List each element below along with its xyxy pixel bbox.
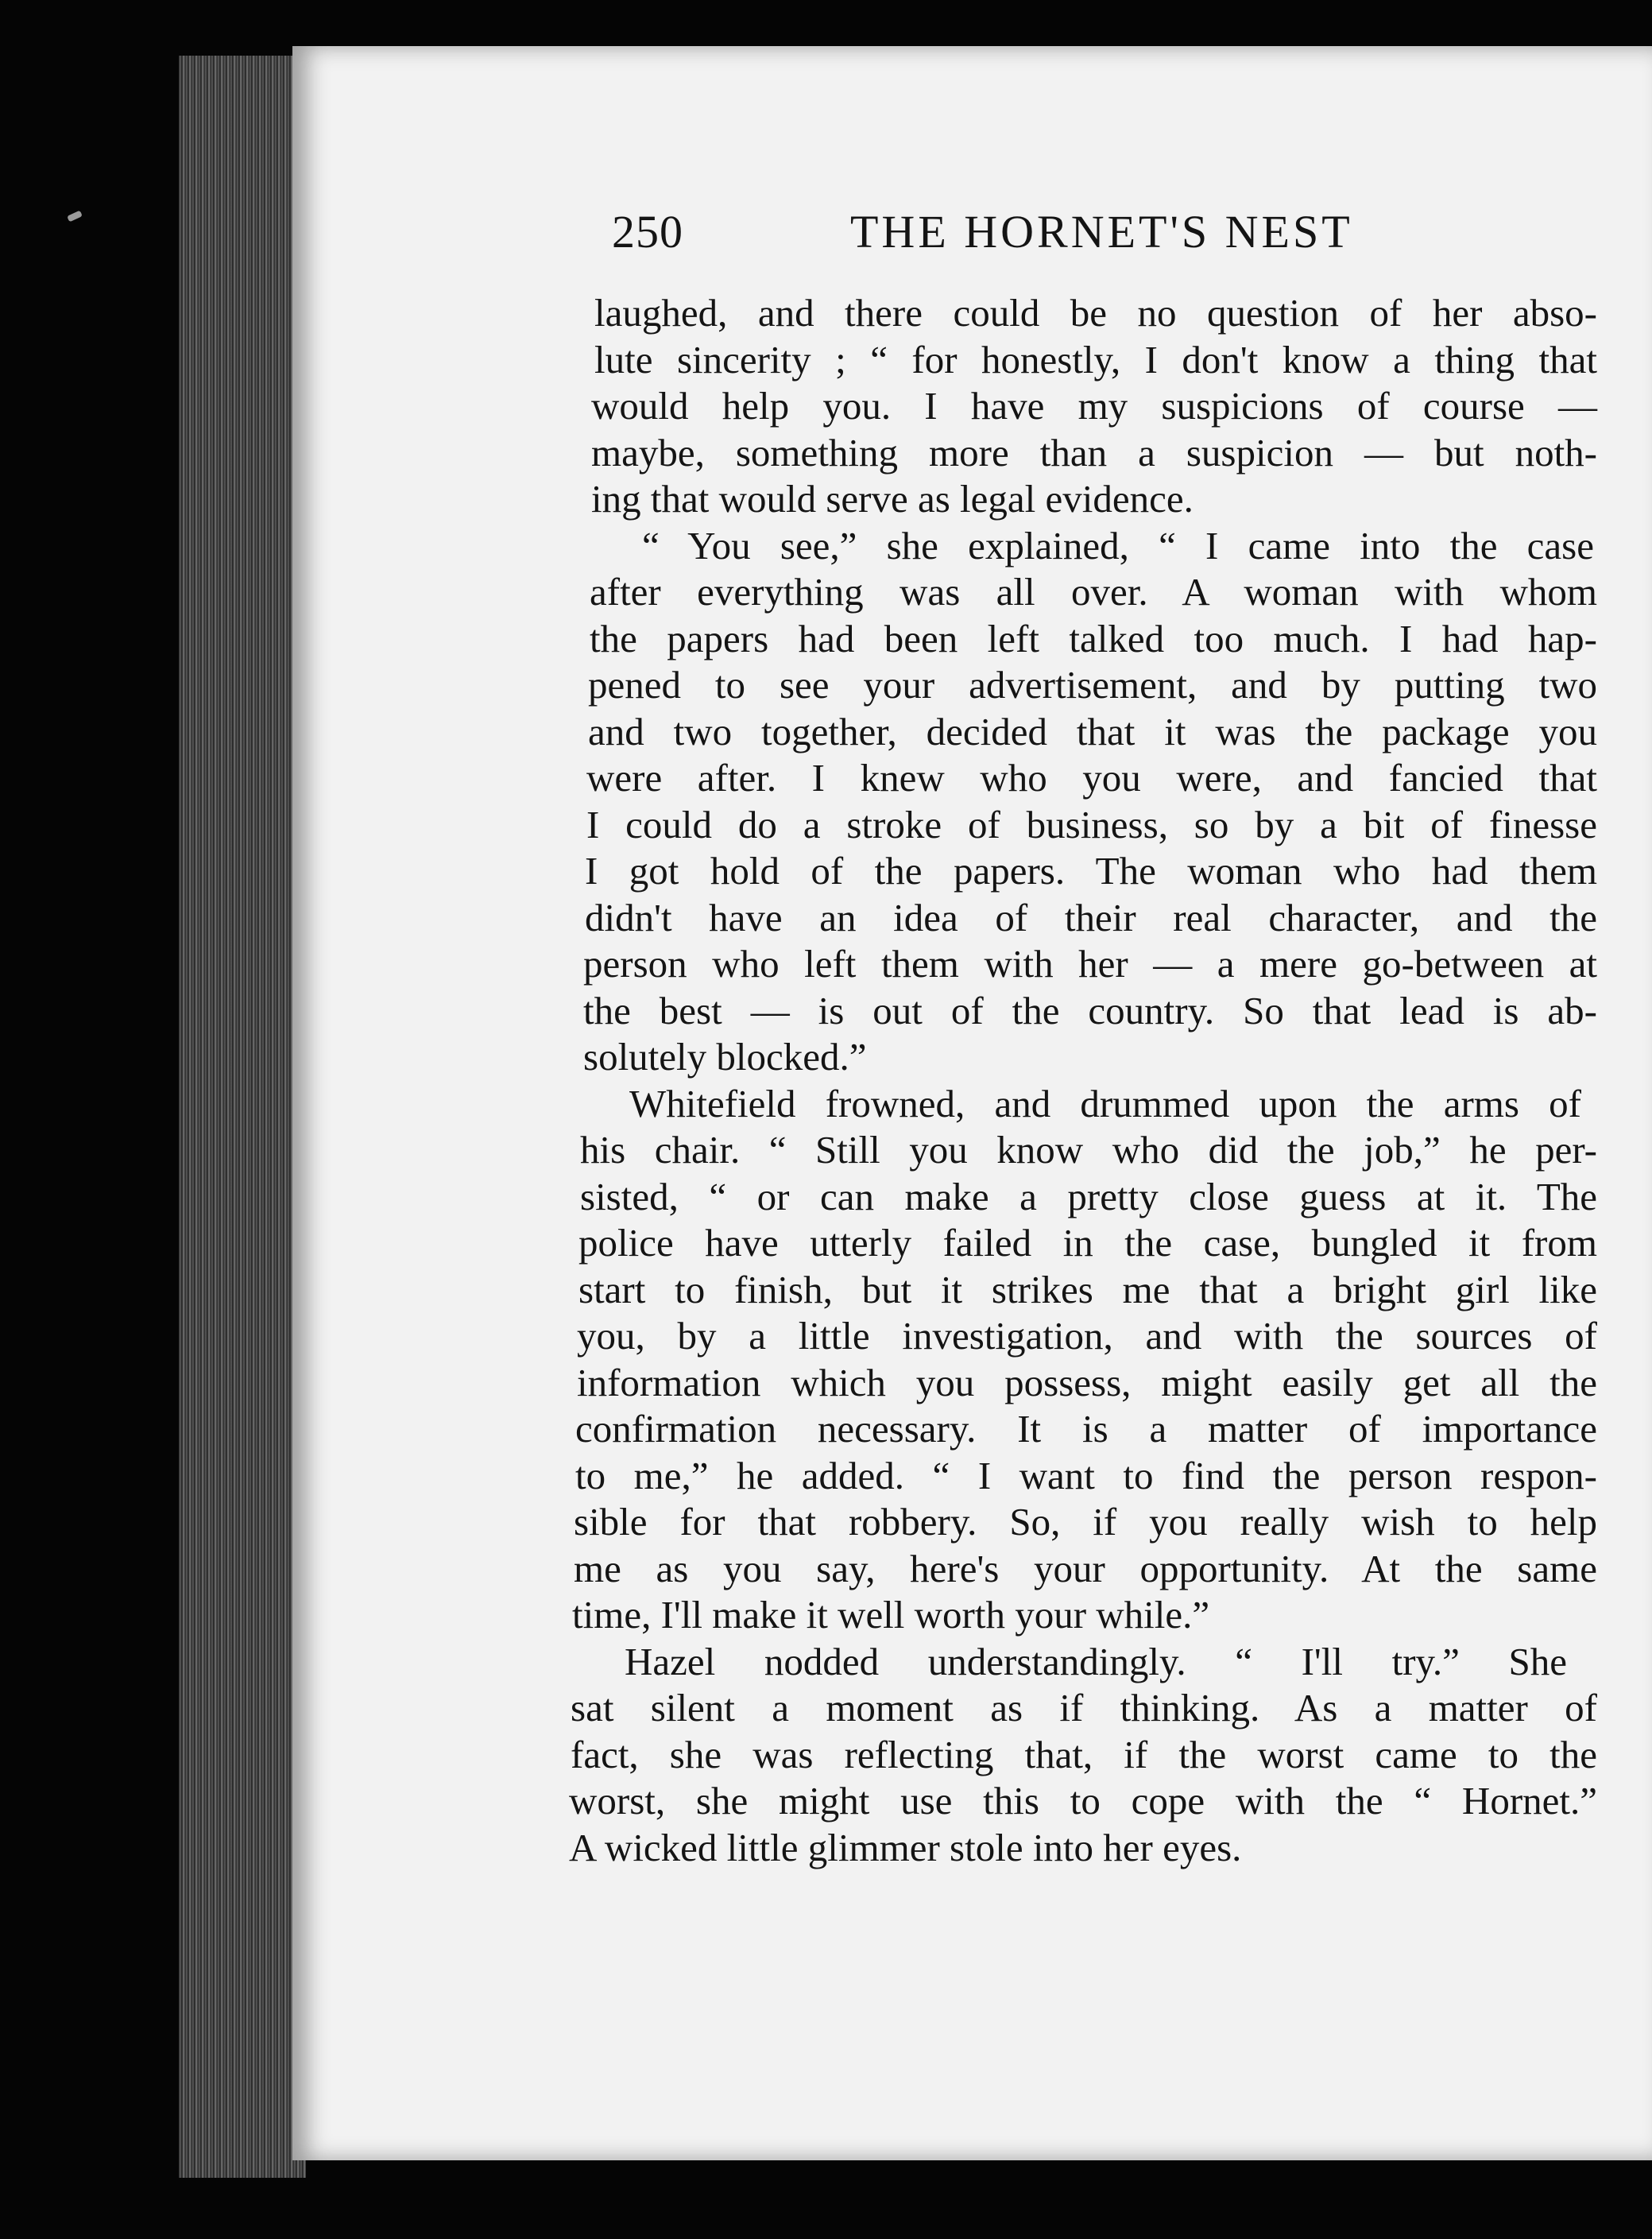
- text-line: the papers had been left talked too much. I had hap-: [590, 616, 1597, 660]
- text-line: didn't have an idea of their real character, and the: [585, 895, 1597, 939]
- text-line: after everything was all over. A woman with whom: [590, 570, 1597, 614]
- text-line: I could do a stroke of business, so by a bit of finesse: [586, 802, 1597, 846]
- text-line: time, I'll make it well worth your while.”: [572, 1593, 1210, 1637]
- book-page-edges: [179, 56, 306, 2178]
- text-line: maybe, something more than a suspicion — but noth-: [591, 430, 1597, 475]
- text-line: laughed, and there could be no question of her abso-: [594, 291, 1597, 335]
- text-line: lute sincerity ; “ for honestly, I don't know a thing that: [594, 337, 1597, 382]
- text-line: his chair. “ Still you know who did the job,” he per-: [580, 1128, 1597, 1172]
- text-line: would help you. I have my suspicions of course —: [591, 384, 1597, 428]
- text-line: “ You see,” she explained, “ I came into the case: [642, 523, 1594, 567]
- text-line: and two together, decided that it was the package you: [588, 709, 1597, 753]
- running-title: THE HORNET'S NEST: [850, 206, 1353, 258]
- page-number: 250: [612, 206, 683, 258]
- text-line: I got hold of the papers. The woman who had them: [585, 849, 1597, 893]
- text-line: sat silent a moment as if thinking. As a matter of: [571, 1686, 1597, 1730]
- text-line: solutely blocked.”: [583, 1035, 867, 1079]
- body-text: [569, 290, 1597, 1871]
- running-head: [318, 205, 1605, 269]
- text-line: you, by a little investigation, and with the sources of: [577, 1314, 1597, 1358]
- dust-speck: [67, 211, 83, 223]
- text-line: information which you possess, might easily get all the: [577, 1360, 1597, 1404]
- text-line: sisted, “ or can make a pretty close guess at it. The: [580, 1174, 1597, 1218]
- text-line: ing that would serve as legal evidence.: [591, 477, 1194, 521]
- text-line: were after. I knew who you were, and fancied that: [586, 756, 1597, 800]
- text-line: fact, she was reflecting that, if the worst came to the: [571, 1732, 1597, 1776]
- text-line: person who left them with her — a mere go-between at: [583, 942, 1597, 986]
- text-line: Whitefield frowned, and drummed upon the arms of: [629, 1081, 1581, 1125]
- text-line: start to finish, but it strikes me that a bright girl like: [578, 1267, 1597, 1311]
- text-line: confirmation necessary. It is a matter of importance: [575, 1407, 1597, 1451]
- text-line: sible for that robbery. So, if you really wish to help: [574, 1500, 1597, 1544]
- text-line: the best — is out of the country. So that lead is ab-: [583, 988, 1597, 1032]
- text-line: pened to see your advertisement, and by putting two: [588, 663, 1597, 707]
- text-line: police have utterly failed in the case, bungled it from: [578, 1221, 1597, 1265]
- text-line: me as you say, here's your opportunity. At the same: [574, 1546, 1597, 1590]
- text-line: worst, she might use this to cope with the “ Hornet.”: [569, 1779, 1597, 1823]
- text-line: Hazel nodded understandingly. “ I'll try.” She: [625, 1639, 1567, 1683]
- text-line: A wicked little glimmer stole into her eyes.: [569, 1825, 1242, 1869]
- text-line: to me,” he added. “ I want to find the person respon-: [575, 1453, 1597, 1497]
